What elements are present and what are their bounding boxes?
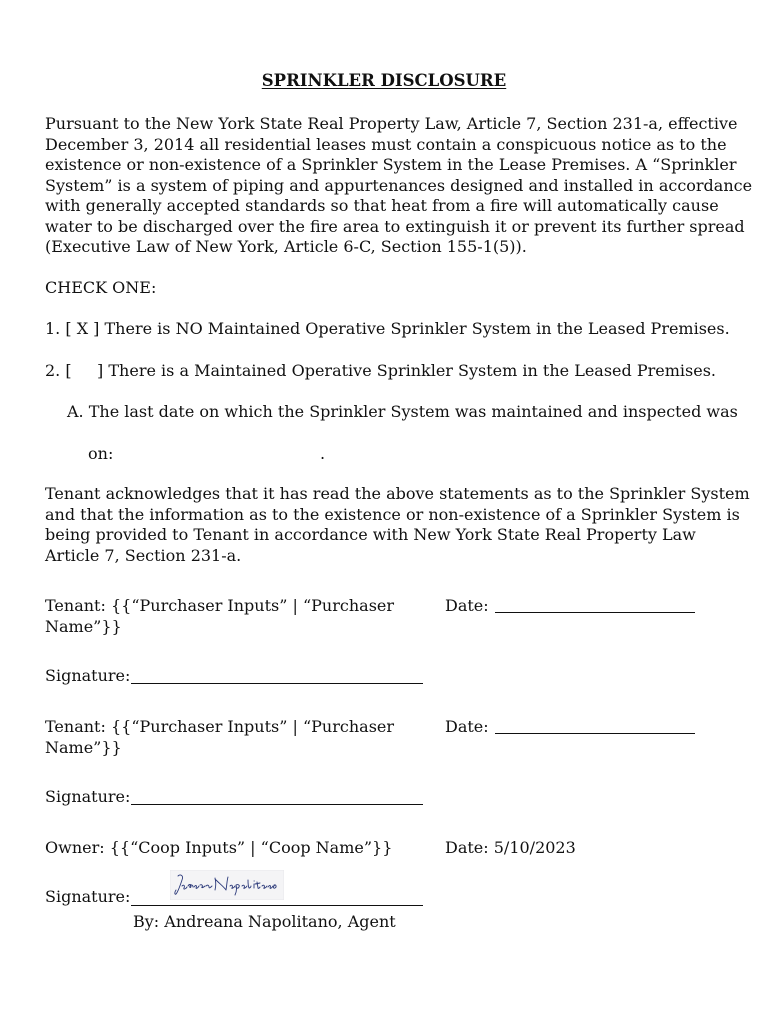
- option-1-text: There is NO Maintained Operative Sprinkler System in the Leased Premises.: [104, 319, 730, 338]
- acknowledge-line: Tenant acknowledges that it has read the above statements as to the Sprinkler System: [45, 484, 750, 503]
- owner-signature-label: Signature:: [45, 887, 131, 906]
- intro-line: (Executive Law of New York, Article 6-C, Section 155-1(5)).: [45, 237, 527, 256]
- acknowledge-line: Article 7, Section 231-a.: [45, 545, 242, 565]
- tenant-1-date-field[interactable]: [495, 612, 695, 613]
- intro-line: Pursuant to the New York State Real Property Law, Article 7, Section 231-a, effective: [45, 114, 738, 133]
- option-2-number: 2.: [45, 361, 61, 380]
- acknowledge-line: and that the information as to the existence or non-existence of a Sprinkler System is: [45, 504, 740, 524]
- option-1: [45, 319, 730, 340]
- option-1-checkbox[interactable]: [ X ]: [65, 319, 100, 338]
- tenant-1-signature-field[interactable]: [131, 683, 423, 684]
- owner-signature-field[interactable]: [131, 905, 423, 906]
- sub-item-a: A. The last date on which the Sprinkler System was maintained and inspected was: [67, 402, 738, 421]
- owner-date-value: 5/10/2023: [493, 838, 576, 857]
- tenant-1-label-cont: Name”}}: [45, 617, 122, 636]
- owner-label: Owner: {{“Coop Inputs” | “Coop Name”}}: [45, 838, 393, 857]
- acknowledge-line: being provided to Tenant in accordance with New York State Real Property Law: [45, 525, 696, 544]
- intro-line: with generally accepted standards so that heat from a fire will automatically cause: [45, 196, 719, 215]
- sub-item-a-period: .: [320, 444, 326, 463]
- sub-item-a-on-label: on:: [88, 444, 114, 463]
- tenant-2-label: Tenant: {{“Purchaser Inputs” | “Purchaser: [45, 717, 395, 736]
- owner-by-line: By: Andreana Napolitano, Agent: [133, 912, 396, 931]
- intro-line: December 3, 2014 all residential leases must contain a conspicuous notice as to the: [45, 134, 727, 154]
- tenant-1-signature-label: Signature:: [45, 666, 131, 685]
- intro-line: water to be discharged over the fire area to extinguish it or prevent its further spread: [45, 216, 745, 236]
- owner-date-label: Date:: [445, 838, 489, 857]
- option-2: [45, 361, 716, 382]
- tenant-2-date-field[interactable]: [495, 733, 695, 734]
- tenant-1-label: Tenant: {{“Purchaser Inputs” | “Purchaser: [45, 596, 395, 615]
- intro-line: System” is a system of piping and appurtenances designed and installed in accordance: [45, 175, 753, 195]
- tenant-2-date-label: Date:: [445, 717, 489, 736]
- option-2-checkbox[interactable]: [ ]: [65, 361, 104, 380]
- option-2-text: There is a Maintained Operative Sprinkler System in the Leased Premises.: [108, 361, 716, 380]
- option-1-number: 1.: [45, 319, 61, 338]
- tenant-1-date-label: Date:: [445, 596, 489, 615]
- owner-date: [445, 838, 576, 859]
- handwritten-signature-image: [170, 870, 284, 900]
- check-one-label: CHECK ONE:: [45, 278, 157, 297]
- tenant-2-label-cont: Name”}}: [45, 738, 122, 757]
- document-title: SPRINKLER DISCLOSURE: [261, 71, 507, 90]
- intro-line: existence or non-existence of a Sprinkler System in the Lease Premises. A “Sprinkler: [45, 155, 737, 174]
- tenant-2-signature-field[interactable]: [131, 804, 423, 805]
- tenant-2-signature-label: Signature:: [45, 787, 131, 806]
